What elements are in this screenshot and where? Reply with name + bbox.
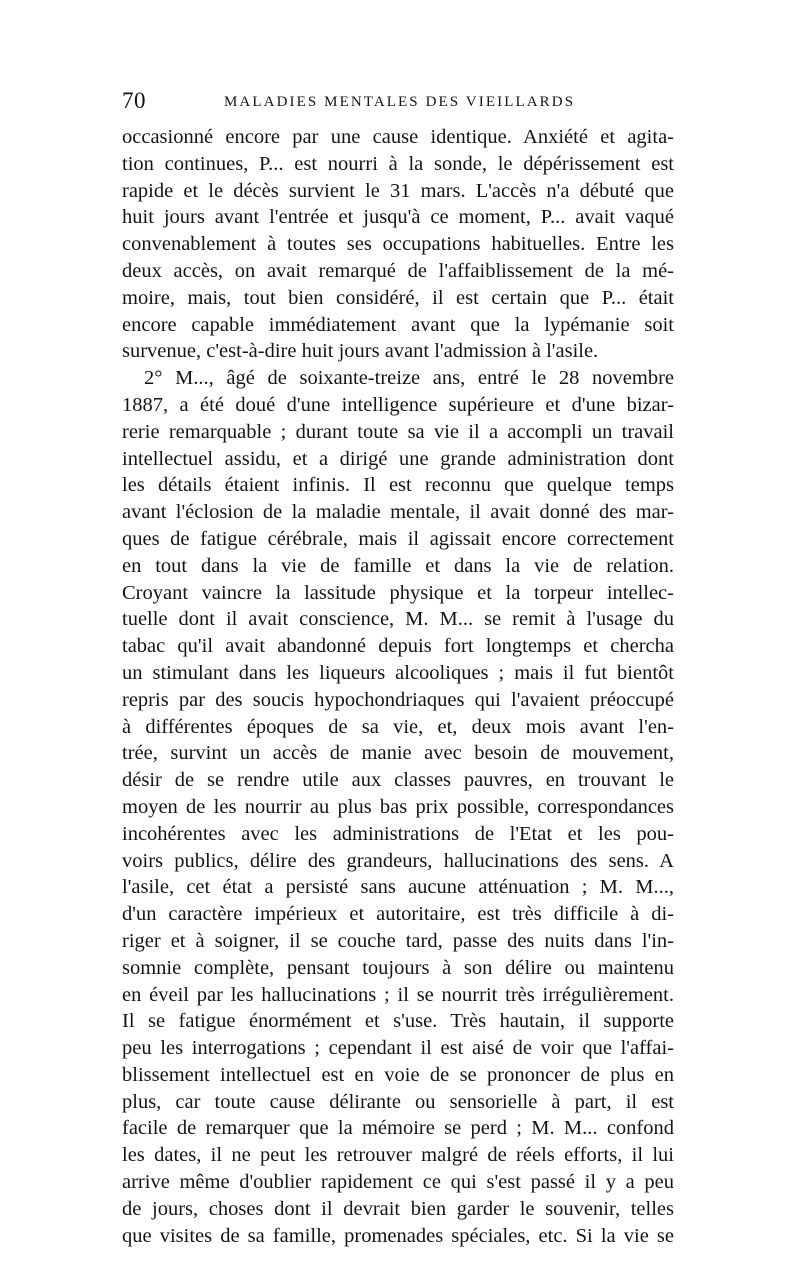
text-line: l'asile, cet état a persisté sans aucune atténuation ; M. M..., <box>122 876 674 899</box>
text-line: tuelle dont il avait conscience, M. M... se remit à l'usage du <box>122 608 674 631</box>
paragraph-start-line: 2° M..., âgé de soixante-treize ans, entré le 28 novembre <box>144 367 674 390</box>
text-line: avant l'éclosion de la maladie mentale, il avait donné des mar- <box>122 501 674 524</box>
page-number: 70 <box>122 88 146 113</box>
text-line: les détails étaient infinis. Il est reconnu que quelque temps <box>122 474 674 497</box>
text-line: encore capable immédiatement avant que la lypémanie soit <box>122 313 674 336</box>
text-line: de jours, choses dont il devrait bien garder le souvenir, telles <box>122 1197 674 1220</box>
text-line: trée, survint un accès de manie avec besoin de mouvement, <box>122 742 674 765</box>
text-line: repris par des soucis hypochondriaques qui l'avaient préoccupé <box>122 688 674 711</box>
text-line: blissement intellectuel est en voie de se prononcer de plus en <box>122 1063 674 1086</box>
text-line: moyen de les nourrir au plus bas prix possible, correspondances <box>122 795 674 818</box>
text-line: désir de se rendre utile aux classes pauvres, en trouvant le <box>122 769 674 792</box>
text-line: arrive même d'oublier rapidement ce qui s'est passé il y a peu <box>122 1171 674 1194</box>
text-line: tabac qu'il avait abandonné depuis fort longtemps et chercha <box>122 635 674 658</box>
page-header <box>122 88 677 118</box>
text-line: d'un caractère impérieux et autoritaire, est très difficile à di- <box>122 903 674 926</box>
text-line: ques de fatigue cérébrale, mais il agissait encore correctement <box>122 527 674 550</box>
text-line: convenablement à toutes ses occupations habituelles. Entre les <box>122 233 674 256</box>
text-line: un stimulant dans les liqueurs alcooliques ; mais il fut bientôt <box>122 661 674 684</box>
text-line: à différentes époques de sa vie, et, deux mois avant l'en- <box>122 715 674 738</box>
text-line: survenue, c'est-à-dire huit jours avant l'admission à l'asile. <box>122 340 599 363</box>
text-line: en éveil par les hallucinations ; il se nourrit très irrégulièrement. <box>122 983 674 1006</box>
text-line: Il se fatigue énormément et s'use. Très hautain, il supporte <box>122 1010 674 1033</box>
text-line: somnie complète, pensant toujours à son délire ou maintenu <box>122 956 674 979</box>
text-line: moire, mais, tout bien considéré, il est certain que P... était <box>122 286 674 309</box>
text-line: voirs publics, délire des grandeurs, hallucinations des sens. A <box>122 849 674 872</box>
text-line: en tout dans la vie de famille et dans la vie de relation. <box>122 554 674 577</box>
text-line: les dates, il ne peut les retrouver malgré de réels efforts, il lui <box>122 1144 674 1167</box>
text-line: deux accès, on avait remarqué de l'affaiblissement de la mé- <box>122 259 674 282</box>
text-line: intellectuel assidu, et a dirigé une grande administration dont <box>122 447 674 470</box>
text-line: occasionné encore par une cause identique. Anxiété et agita- <box>122 126 674 148</box>
text-line: plus, car toute cause délirante ou sensorielle à part, il est <box>122 1090 674 1113</box>
body-text <box>122 124 674 1249</box>
text-line: facile de remarquer que la mémoire se perd ; M. M... confond <box>122 1117 674 1140</box>
text-line: riger et à soigner, il se couche tard, passe des nuits dans l'in- <box>122 929 674 952</box>
text-line: huit jours avant l'entrée et jusqu'à ce moment, P... avait vaqué <box>122 206 674 229</box>
text-line: que visites de sa famille, promenades spéciales, etc. Si la vie se <box>122 1224 674 1247</box>
text-line: tion continues, P... est nourri à la sonde, le dépérissement est <box>122 152 674 175</box>
text-line: peu les interrogations ; cependant il est aisé de voir que l'affai- <box>122 1037 674 1060</box>
text-line: incohérentes avec les administrations de l'Etat et les pou- <box>122 822 674 845</box>
text-line: rapide et le décès survient le 31 mars. L'accès n'a débuté que <box>122 179 674 202</box>
text-line: rerie remarquable ; durant toute sa vie il a accompli un travail <box>122 420 674 443</box>
running-head: MALADIES MENTALES DES VIEILLARDS <box>224 94 576 110</box>
text-line: Croyant vaincre la lassitude physique et la torpeur intellec- <box>122 581 674 604</box>
text-line: 1887, a été doué d'une intelligence supérieure et d'une bizar- <box>122 393 674 416</box>
